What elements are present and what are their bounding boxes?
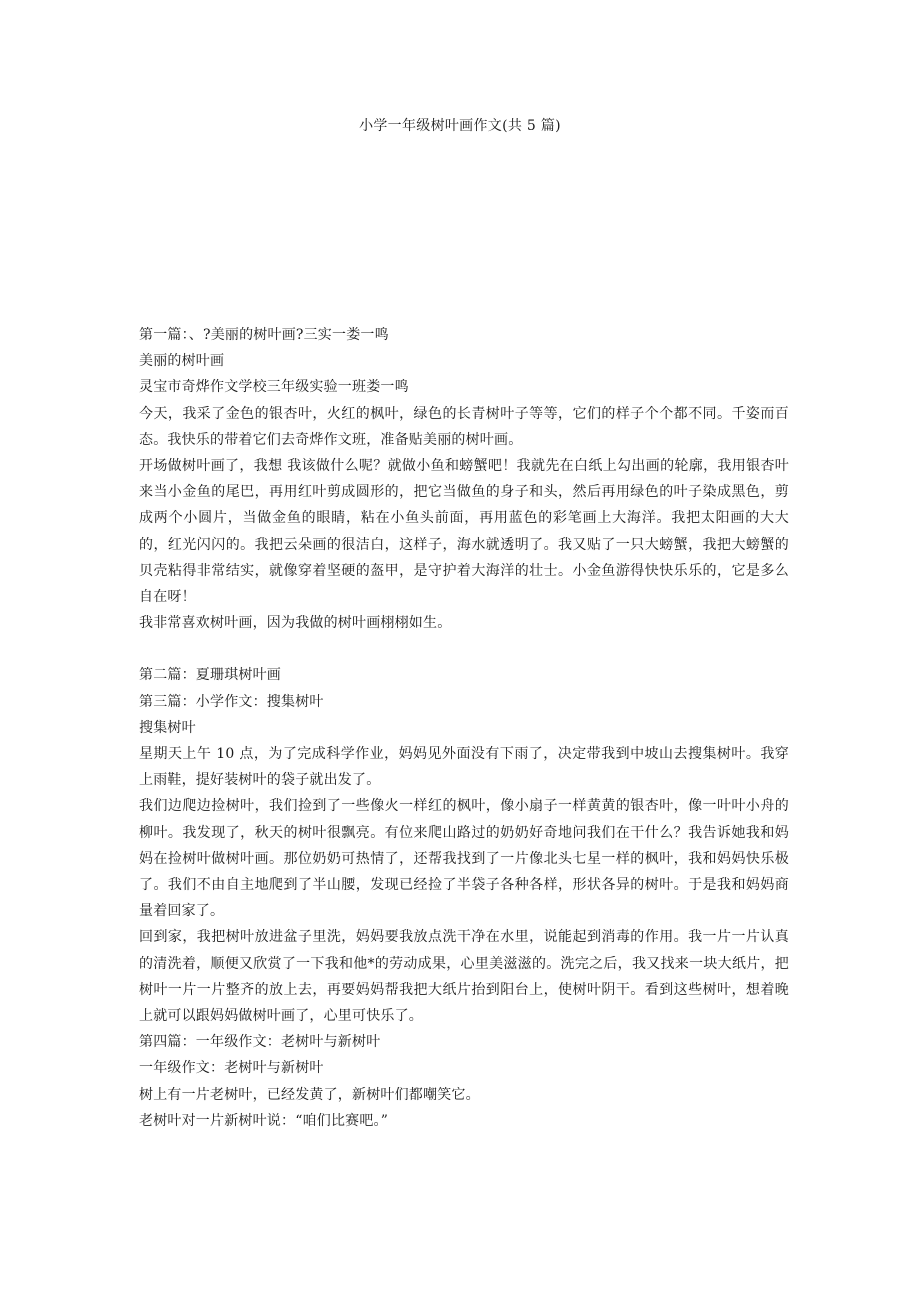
body-paragraph: 我们边爬边捡树叶，我们捡到了一些像火一样红的枫叶，像小扇子一样黄黄的银杏叶，像一叶叶小舟的柳叶。我发现了，秋天的树叶很飘亮。有位来爬山路过的奶奶好奇地问我们在干什么？我告诉她我和妈妈在捡树叶做树叶画。那位奶奶可热情了，还帮我找到了一片像北头七星一样的枫叶，我和妈妈快乐极了。我们不由自主地爬到了半山腰，发现已经捡了半袋子各种各样，形状各异的树叶。于是我和妈妈商量着回家了。 [139,798,789,920]
body-paragraph: 回到家，我把树叶放进盆子里洗，妈妈要我放点洗干净在水里，说能起到消毒的作用。我一片一片认真的清洗着，顺便又欣赏了一下我和他*的劳动成果，心里美滋滋的。洗完之后，我又找来一块大纸片，把树叶一片一片整齐的放上去，再要妈妈帮我把大纸片抬到阳台上，使树叶阴干。看到这些树叶，想着晚上就可以跟妈妈做树叶画了，心里可快乐了。 [139,929,789,1025]
essay-title: 一年级作文：老树叶与新树叶 [139,1060,324,1077]
document-body [139,322,789,1134]
body-paragraph: 我非常喜欢树叶画，因为我做的树叶画栩栩如生。 [139,615,452,632]
section-1-heading: 第一篇：、?美丽的树叶画?三实一娄一鸣 [139,327,389,343]
section-3-heading: 第三篇：小学作文：搜集树叶 [139,693,324,710]
body-paragraph: 树上有一片老树叶，已经发黄了，新树叶们都嘲笑它。 [139,1086,480,1103]
body-paragraph: 老树叶对一片新树叶说：“咱们比赛吧。” [139,1112,389,1129]
essay-title: 搜集树叶 [139,719,196,736]
section-4-heading: 第四篇：一年级作文：老树叶与新树叶 [139,1034,381,1051]
section-2-heading: 第二篇：夏珊琪树叶画 [139,667,281,684]
essay-title: 美丽的树叶画 [139,353,225,370]
body-paragraph: 开场做树叶画了，我想 我该做什么呢？就做小鱼和螃蟹吧！我就先在白纸上勾出画的轮廓，我用银杏叶来当小金鱼的尾巴，再用红叶剪成圆形的，把它当做鱼的身子和头，然后再用绿色的叶子染成黑色，剪成两个小圆片，当做金鱼的眼睛，粘在小鱼头前面，再用蓝色的彩笔画上大海洋。我把太阳画的大大的，红光闪闪的。我把云朵画的很洁白，这样子，海水就透明了。我又贴了一只大螃蟹，我把大螃蟹的贝壳粘得非常结实，就像穿着坚硬的盔甲，是守护着大海洋的壮士。小金鱼游得快快乐乐的，它是多么自在呀！ [139,458,789,606]
document-title: 小学一年级树叶画作文(共 5 篇) [359,118,561,134]
body-paragraph: 今天，我采了金色的银杏叶，火红的枫叶，绿色的长青树叶子等等，它们的样子个个都不同。千姿而百态。我快乐的带着它们去奇烨作文班，准备贴美丽的树叶画。 [139,405,789,448]
body-paragraph: 星期天上午 10 点，为了完成科学作业，妈妈见外面没有下雨了，决定带我到中坡山去搜集树叶。我穿上雨鞋，提好装树叶的袋子就出发了。 [139,746,789,789]
paragraph-spacer [139,636,789,662]
author-line: 灵宝市奇烨作文学校三年级实验一班娄一鸣 [139,379,409,396]
